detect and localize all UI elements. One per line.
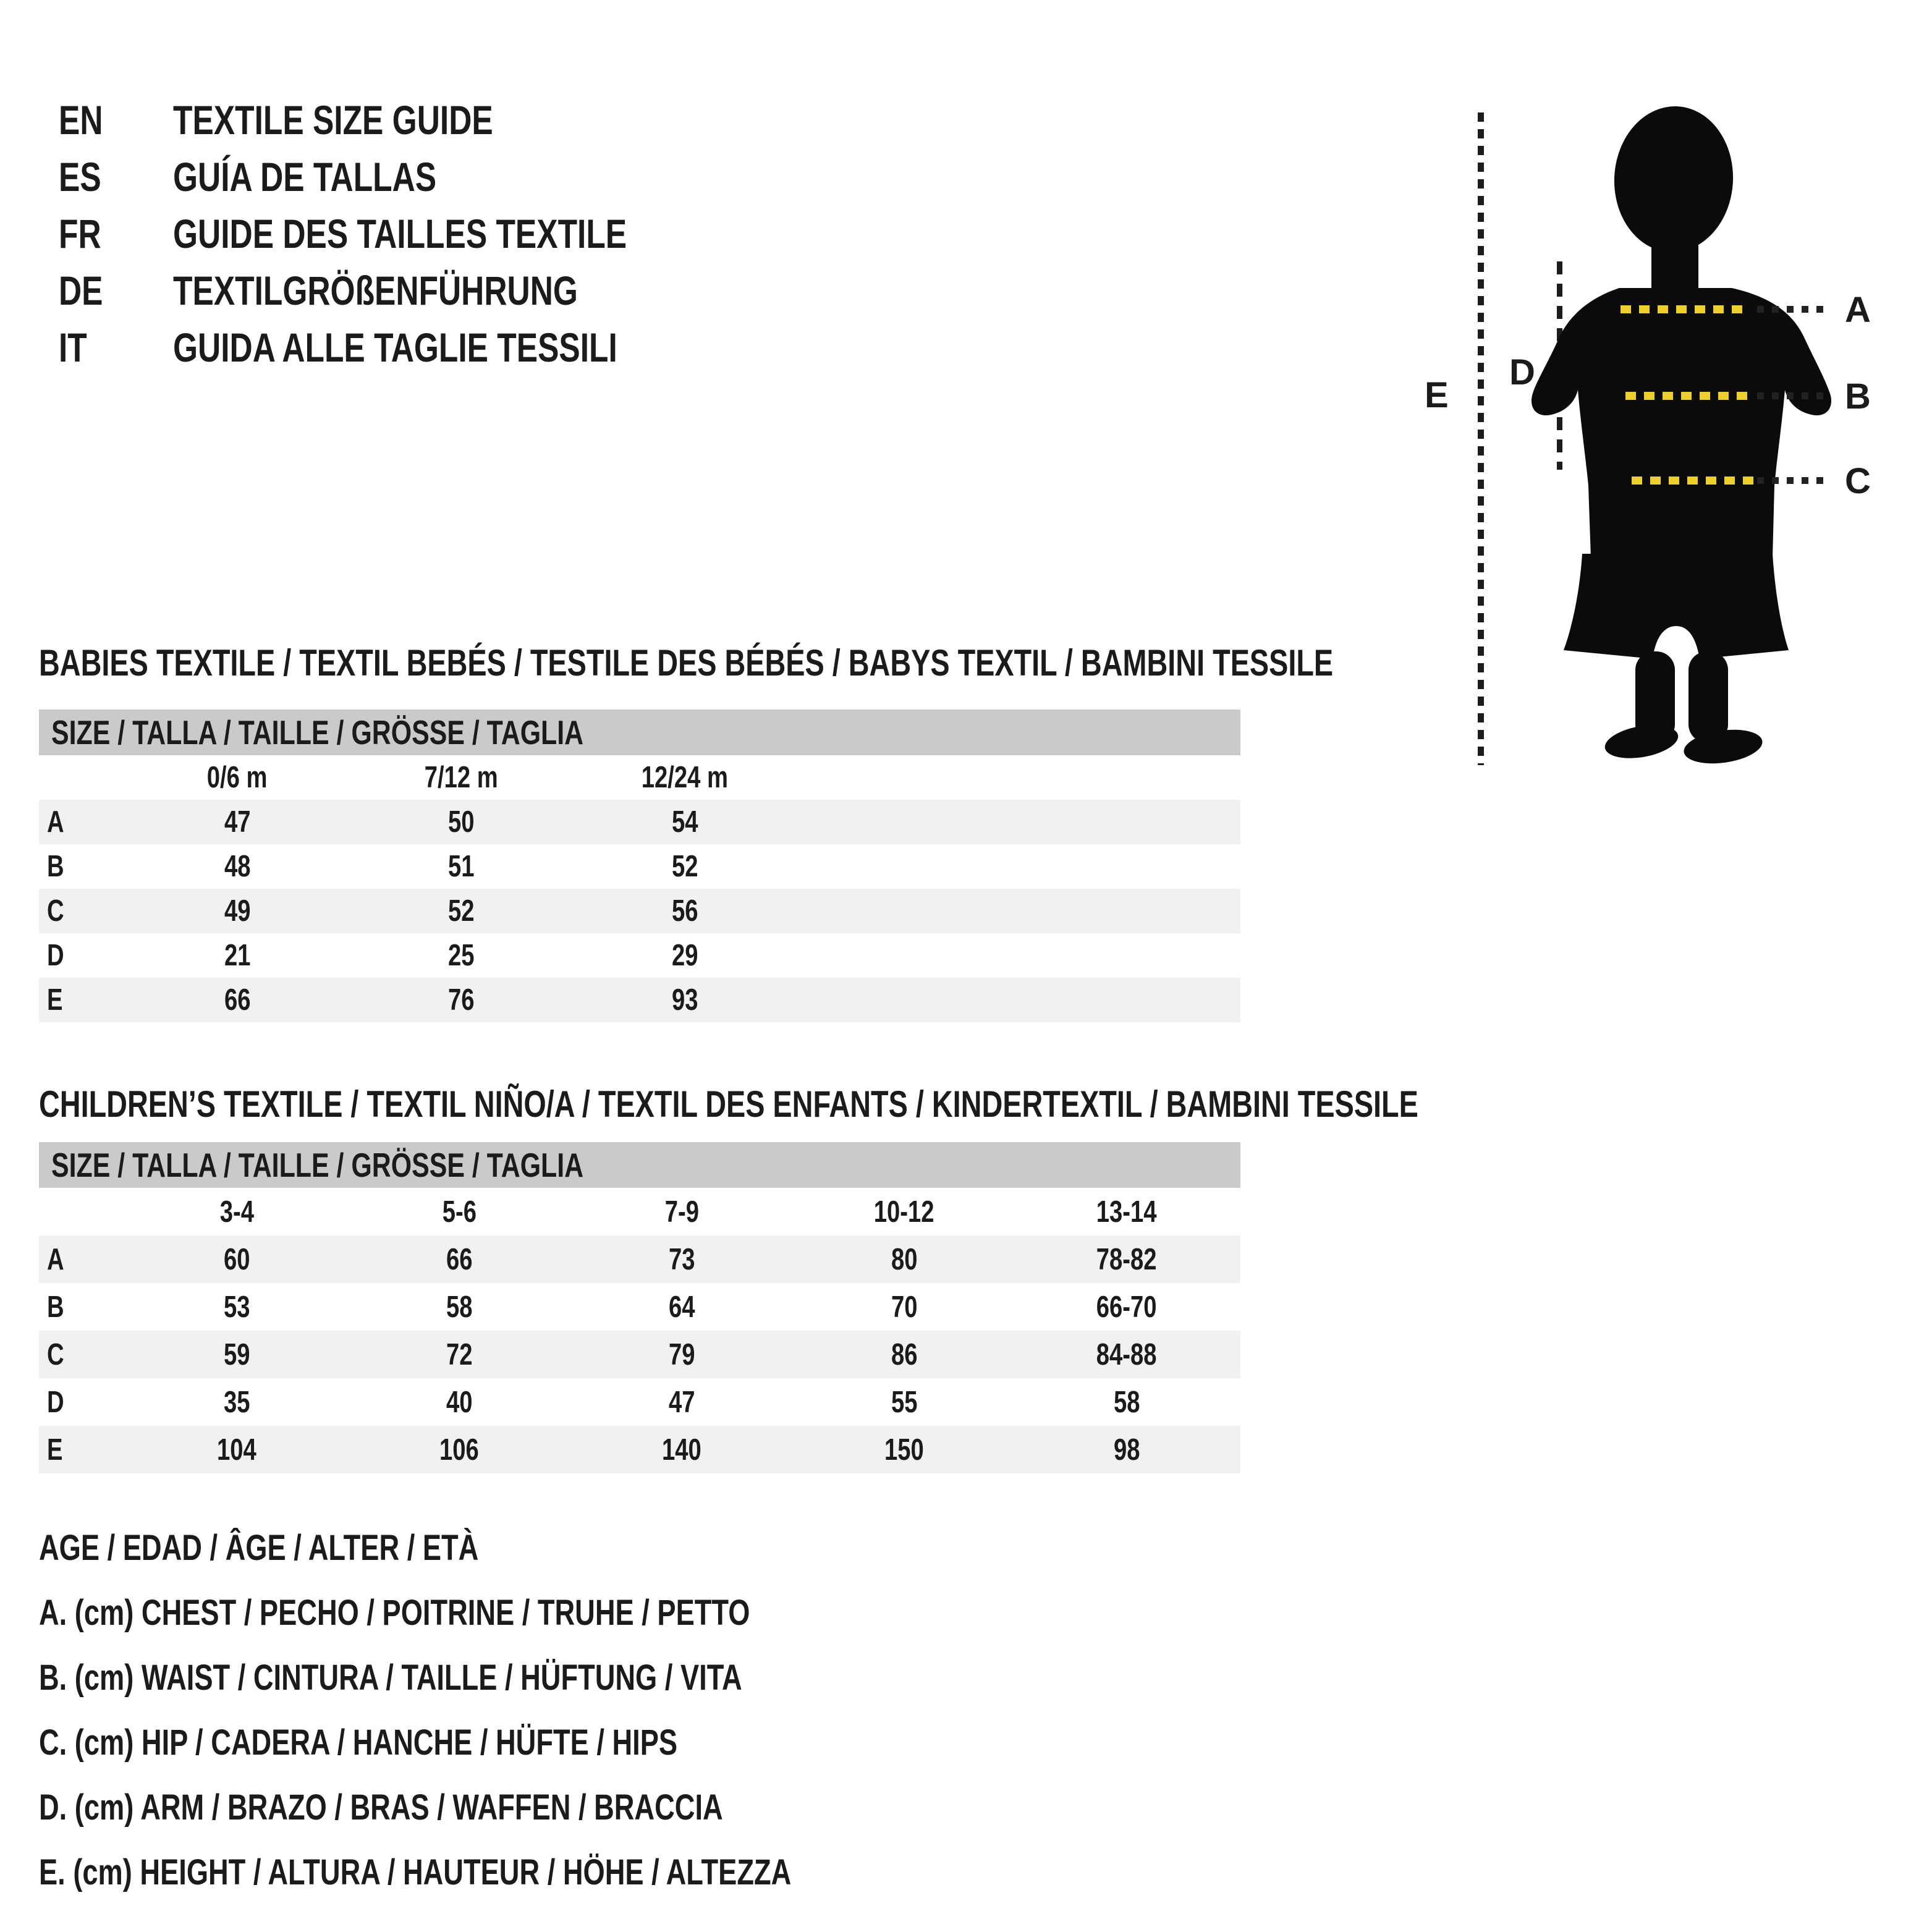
babies-col-12-24m: 12/24 m [641,761,729,794]
lang-row-it [59,319,755,376]
legend-chest: A. (cm) CHEST / PECHO / POITRINE / TRUHE / PETTO [39,1593,750,1633]
lang-title-de: TEXTILGRÖßENFÜHRUNG [173,268,578,313]
lang-row-en [59,91,755,148]
legend-arm: D. (cm) ARM / BRAZO / BRAS / WAFFEN / BRACCIA [39,1787,723,1828]
babies-column-header-row [39,755,1240,800]
babies-row-c: C 49 52 56 [39,889,1240,933]
children-col-3-4: 3-4 [219,1195,254,1229]
babies-section-heading: BABIES TEXTILE / TEXTIL BEBÉS / TESTILE DES BÉBÉS / BABYS TEXTIL / BAMBINI TESSILE [39,642,1334,684]
legend-height: E. (cm) HEIGHT / ALTURA / HAUTEUR / HÖHE / ALTEZZA [39,1852,792,1892]
children-row-b: B 53 58 64 70 66-70 [47,1290,1157,1324]
measurement-legend [39,1515,1004,1905]
children-col-10-12: 10-12 [874,1195,934,1229]
figure-label-c: C [1845,461,1871,501]
lang-code-en: EN [59,97,103,143]
children-column-header-row [39,1188,1240,1235]
lang-title-fr: GUIDE DES TAILLES TEXTILE [173,211,627,256]
hip-line-dark [1757,477,1828,484]
children-section-heading: CHILDREN’S TEXTILE / TEXTIL NIÑO/A / TEXTIL DES ENFANTS / KINDERTEXTIL / BAMBINI TESSILE [39,1083,1418,1125]
chest-line-dark [1757,306,1828,313]
language-title-list [59,91,755,376]
legend-waist: B. (cm) WAIST / CINTURA / TAILLE / HÜFTUNG / VITA [39,1658,742,1698]
lang-row-es [59,148,755,205]
lang-code-es: ES [59,154,101,200]
figure-label-a: A [1845,290,1871,330]
legend-hip: C. (cm) HIP / CADERA / HANCHE / HÜFTE / HIPS [39,1722,678,1763]
children-row-c: C 59 72 79 86 84-88 [39,1331,1240,1378]
babies-row-e: E 66 76 93 [39,978,1240,1022]
lang-code-de: DE [59,268,103,313]
lang-title-it: GUIDA ALLE TAGLIE TESSILI [173,324,617,370]
children-col-7-9: 7-9 [664,1195,699,1229]
chest-line-yellow [1621,305,1749,313]
waist-line-yellow [1625,392,1749,400]
children-size-header-bar: SIZE / TALLA / TAILLE / GRÖSSE / TAGLIA [39,1142,1240,1188]
children-col-13-14: 13-14 [1096,1195,1157,1229]
babies-size-table [39,710,1240,1022]
children-row-d: D 35 40 47 55 58 [47,1385,1140,1419]
children-row-a: A 60 66 73 80 78-82 [39,1235,1240,1283]
figure-label-d: D [1509,352,1535,392]
babies-col-0-6m: 0/6 m [207,761,268,794]
babies-size-header-bar: SIZE / TALLA / TAILLE / GRÖSSE / TAGLIA [39,710,1240,755]
lang-title-es: GUÍA DE TALLAS [173,154,437,200]
children-col-5-6: 5-6 [442,1195,477,1229]
figure-label-e: E [1425,375,1449,415]
lang-row-de [59,262,755,319]
babies-col-7-12m: 7/12 m [424,761,498,794]
babies-row-b: B 48 51 52 [47,850,698,883]
babies-row-a: A 47 50 54 [39,800,1240,844]
lang-row-fr [59,205,755,262]
legend-age: AGE / EDAD / ÂGE / ALTER / ETÀ [39,1528,479,1568]
figure-label-b: B [1845,376,1871,417]
hip-line-yellow [1632,477,1755,485]
babies-row-d: D 21 25 29 [47,939,698,972]
children-size-table [39,1142,1240,1473]
children-row-e: E 104 106 140 150 98 [39,1426,1240,1473]
waist-line-dark [1757,392,1828,399]
lang-code-it: IT [59,324,87,370]
lang-code-fr: FR [59,211,101,256]
lang-title-en: TEXTILE SIZE GUIDE [173,97,493,143]
